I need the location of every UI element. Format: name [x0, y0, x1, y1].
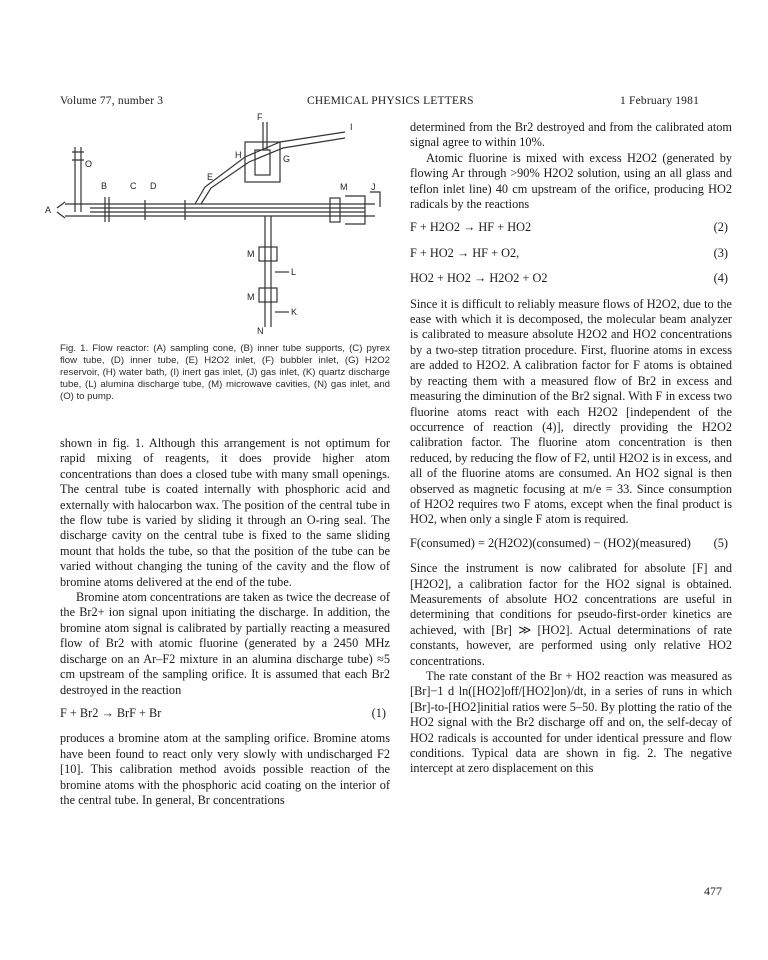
svg-text:D: D — [150, 181, 157, 191]
paragraph: produces a bromine atom at the sampling orifice. Bromine atoms have been found to react only very slowly with undischarged F2 [10]. This calibration method avoids possible reaction of the bromine atoms with the phosphoric acid coating on the interior of the central tube. In general, Br concentrations — [60, 731, 390, 807]
equation-number: (2) — [713, 220, 728, 235]
flow-reactor-figure — [45, 112, 385, 337]
equation-text: F + HO2 → HF + O2, — [410, 245, 520, 260]
paragraph: The rate constant of the Br + HO2 reaction was measured as [Br]−1 d ln([HO2]off/[HO2]on)/dt, in a series of runs in which [Br]-to-[HO2]initial ratios were 5–50. By plotting the ratio of the HO2 signal with the Br2 discharge off and on, the self-decay of HO2 radicals is accounted for under identical pressure and flow conditions. Typical data are shown in fig. 2. The negative intercept at zero displacement on this — [410, 669, 732, 776]
svg-text:O: O — [85, 159, 93, 169]
equation-3 — [410, 246, 732, 261]
paragraph: determined from the Br2 destroyed and from the calibrated atom signal agree to within 10%. — [410, 120, 732, 150]
right-column — [410, 120, 732, 777]
left-column — [60, 436, 390, 808]
equation-number: (1) — [371, 705, 386, 720]
running-header-volume: Volume 77, number 3 — [60, 95, 164, 107]
svg-text:E: E — [207, 172, 214, 182]
svg-text:K: K — [291, 307, 298, 317]
running-header-date: 1 February 1981 — [620, 95, 700, 107]
equation-text: HO2 + HO2 → H2O2 + O2 — [410, 271, 548, 286]
svg-text:B: B — [101, 181, 108, 191]
svg-text:M: M — [247, 292, 255, 302]
paragraph: Atomic fluorine is mixed with excess H2O2 (generated by flowing Ar through >90% H2O2 solution, using an all glass and teflon inlet line) 40 cm upstream of the orifice, producing HO2 radicals by the reactions — [410, 150, 732, 212]
page-number: 477 — [704, 884, 722, 898]
equation-number: (4) — [713, 271, 728, 286]
equation-4 — [410, 271, 732, 286]
svg-text:G: G — [283, 154, 291, 164]
paragraph: Since it is difficult to reliably measure flows of H2O2, due to the ease with which it is decomposed, the molecular beam analyzer is calibrated to measure absolute H2O2 and HO2 concentrations by a two-step titration procedure. First, fluorine atoms in excess are added to H2O2. A calibration factor for F atoms is obtained by reacting them with a measured flow of Br2 in excess and measuring the diminution of the Br2 signal. With F in excess two fluorine atoms react with each H2O2 [independent of the occurrence of reaction (4)], directly providing the H2O2 calibration factor. The fluorine atom concentration is then reduced, by reducing the flow of F2, until H2O2 is in excess, and all of the fluorine atoms are consumed. An HO2 signal is then observed as magnetic focusing at m/e = 33. Since consumption of H2O2 requires two F atoms, except when the final product is HO2, when only a single F atom is required. — [410, 296, 732, 527]
figure-caption: Fig. 1. Flow reactor: (A) sampling cone, (B) inner tube supports, (C) pyrex flow tube, (D) inner tube, (E) H2O2 inlet, (F) bubbler inlet, (G) H2O2 reservoir, (H) water bath, (I) inert gas inlet, (J) gas inlet, (K) quartz discharge tube, (L) alumina discharge tube, (M) microwave cavities, (N) gas inlet, and (O) to pump. — [60, 343, 390, 402]
equation-2 — [410, 220, 732, 235]
equation-text: F + H2O2 → HF + HO2 — [410, 220, 532, 235]
paragraph: Bromine atom concentrations are taken as twice the decrease of the Br2+ ion signal upon initiating the discharge. In addition, the bromine atom signal is calibrated by partially reacting a measured flow of Br2 with atomic fluorine (generated by a 2450 MHz discharge on an Ar–F2 mixture in an alumina discharge tube) ≈5 cm upstream of the sampling orifice. It is assumed that each Br2 destroyed in the reaction — [60, 590, 390, 697]
svg-text:A: A — [45, 205, 52, 215]
equation-text: F(consumed) = 2(H2O2)(consumed) − (HO2)(measured) — [410, 535, 691, 550]
equation-number: (3) — [713, 245, 728, 260]
svg-text:M: M — [340, 182, 348, 192]
paragraph: shown in fig. 1. Although this arrangement is not optimum for rapid mixing of reagents, it does provide higher atom concentrations than does a closed tube with many small openings. The central tube is coated internally with phosphoric acid and externally with halocarbon wax. The position of the central tube in the flow tube is varied by sliding it through an O-ring seal. The discharge cavity on the central tube is fixed to the same sliding mount that holds the tube, so that the position of the tube can be varied without changing the tuning of the cavity and the flow of bromine atoms delivered at the end of the tube. — [60, 436, 390, 589]
svg-text:C: C — [130, 181, 137, 191]
svg-text:H: H — [235, 150, 242, 160]
equation-number: (5) — [713, 535, 728, 550]
running-header-journal: CHEMICAL PHYSICS LETTERS — [307, 95, 474, 107]
svg-text:J: J — [371, 182, 376, 192]
equation-5 — [410, 536, 732, 551]
svg-text:I: I — [350, 122, 353, 132]
svg-text:M: M — [247, 249, 255, 259]
svg-text:L: L — [291, 267, 297, 277]
equation-text: F + Br2 → BrF + Br — [60, 705, 162, 720]
svg-text:F: F — [257, 112, 263, 122]
svg-text:N: N — [257, 326, 264, 336]
equation-1 — [60, 706, 390, 721]
paragraph: Since the instrument is now calibrated for absolute [F] and [H2O2], a calibration factor for the HO2 signal is obtained. Measurements of absolute HO2 concentrations are useful in determining that conditions for pseudo-first-order kinetics are achieved, with [Br] ≫ [HO2]. Actual determinations of rate constants, however, are performed using only relative HO2 concentrations. — [410, 561, 732, 668]
